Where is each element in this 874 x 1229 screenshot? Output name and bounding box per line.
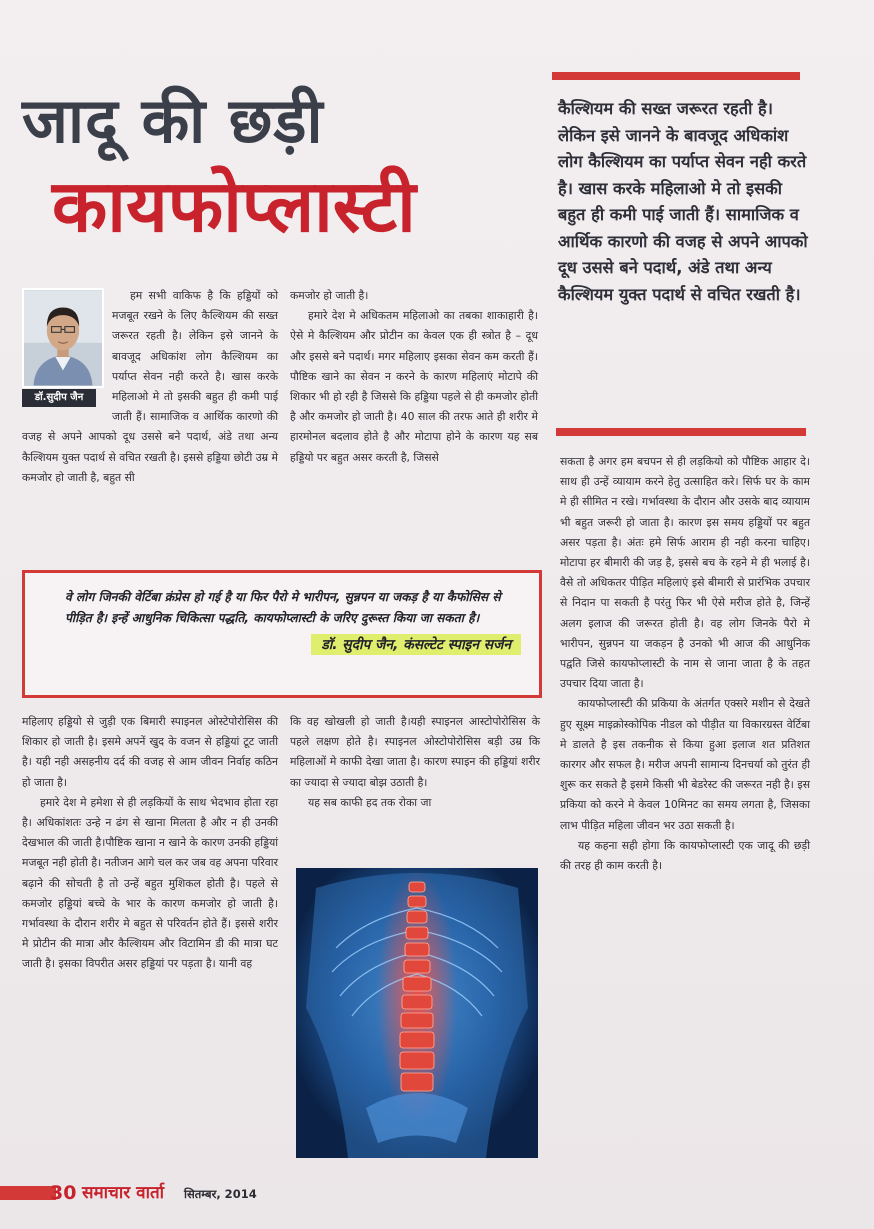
author-caption: डॉ.सुदीप जैन xyxy=(22,389,96,407)
magazine-name: समाचार वार्ता xyxy=(82,1183,165,1203)
issue-date: सितम्बर, 2014 xyxy=(184,1187,257,1201)
article-column-3 xyxy=(560,452,810,1172)
highlight-quote-signature: डॉ. सुदीप जैन, कंसल्टेट स्पाइन सर्जन xyxy=(311,634,521,655)
article-column-1-top xyxy=(22,286,278,558)
article-column-2-bottom xyxy=(290,712,540,862)
article-column-2-top xyxy=(290,286,538,558)
page-number: 30 xyxy=(50,1182,77,1204)
highlight-quote-text: वे लोग जिनकी वेर्टिबा क्रंप्रेस हो गई है या फिर पैरो मे भारीपन, सुन्नपन या जकड़ है या कैफोसिस से पीड़ित है। इन्हें आधुनिक चिकित्सा पद्धति, कायफोप्लास्टी के जरिए दुरूस्त किया जा सकता है। xyxy=(65,590,501,625)
spine-icon xyxy=(296,868,538,1158)
article-column-1-bottom xyxy=(22,712,278,1152)
article-paragraph: यह सब काफी हद तक रोका जा xyxy=(308,795,432,809)
article-paragraph: कायफोप्लास्टी की प्रकिया के अंतर्गत एक्सरे मशीन से देखते हुए सूक्ष्म माइक्रोस्कोपिक नीडल को पीड़ीत या विकारग्रस्त वेर्टिबा मे डालते है इस तकनीक से किया हुआ इलाज शत प्रतिशत कारगर और सफल है। मरीज अपनी सामान्य दिनचर्या को तुरंत ही शुरू कर सकते है इसमे किसी भी बेडरेस्ट की जरूरत नही है। इस प्रकिया को करने मे केवल 10मिनट का समय लगता है, जिसका लाभ पीड़ित महिला जीवन भर उठा सकती है। xyxy=(560,697,810,832)
article-paragraph: कमजोर हो जाती है। xyxy=(290,289,369,302)
article-paragraph: महिलाए हड्डियो से जुड़ी एक बिमारी स्पाइनल ओस्टेपोरोसिस की शिकार हो जाती है। इसमे अपनें खुद के वजन से हड्डियां टूट जाती है। यही नही असहनीय दर्द की वजह से आम जीवन निर्वाह कठिन हो जाता है। xyxy=(22,715,278,789)
highlight-quote-box xyxy=(22,570,542,698)
article-paragraph: हमारे देश मे अधिकतम महिलाओ का तबका शाकाहारी है। ऐसे मे कैल्शियम और प्रोटीन का केवल एक ही स्त्रोत है – दूध और इससे बने पदार्थ। मगर महिलाए इसका सेवन कम करती हैं। पौष्टिक खाने का सेवन न करने के कारण महिलाएं मोटापे की शिकार भी हो रही है जिससे कि हड्डिया पहले से ही कमजोर होती है और कमजोर हो जाती है। 40 साल की तरफ आते ही शरीर मे हारमोनल बदलाव होते है और मोटापा होने के कारण यह सब हड्डियो पर बहुत असर करती है, जिससे xyxy=(290,309,538,464)
spine-illustration xyxy=(296,868,538,1158)
pull-quote-bottom-rule xyxy=(556,428,806,436)
article-paragraph: हम सभी वाकिफ है कि हड्डियों को मजबूत रखने के लिए कैल्शियम की सख्त जरूरत रहती है। लेकिन इसे जानने के बावजूद अधिकांश लोग कैल्शियम का पर्याप्त सेवन नही करते है। खास करके महिलाओ मे तो इसकी बहुत ही कमी पाई जाती हैं। सामाजिक व आर्थिक कारणो की वजह से अपने आपको दूध उससे बने पदार्थ, अंडे तथा अन्य कैल्शियम युक्त पदार्थ से वचित रखती है। इससे हड्डिया छोटी उम्र मे कमजोर हो जाती है, बहुत सी xyxy=(22,289,278,484)
article-paragraph: सकता है अगर हम बचपन से ही लड़कियो को पौष्टिक आहार दे। साथ ही उन्हें व्यायाम करने हेतु उत्साहित करे। सिर्फ घर के काम मे ही सीमित न रखे। गर्भावस्था के दौरान और उसके बाद व्यायाम भी बहुत जरूरी हो जाता है। कारण इस समय हड्डियों पर बहुत असर पड़ता है। अंतः हमे सिर्फ आराम ही नही करना चाहिए। मोटापा हर बीमारी की जड़ है, इससे बच के रहने मे ही भलाई है। वैसे तो अधिकतर पीड़ित महिलाएं इसे बीमारी से प्रारंभिक उपचार से निदान पा सकती है परंतु फिर भी ऐसे मरीज होते है, जिन्हें अलग इलाज की जरूरत होती है। वह लोग जिनके पैरो मे भारीपन, सुन्नपन या जकड़न है उनको भी आज की आधुनिक पद्वति जिसे कायफोप्लास्टी के नाम से जाना जाता है के तहत उपचार दिया जाता है। xyxy=(560,455,810,691)
pull-quote-top-rule xyxy=(552,72,800,80)
pull-quote: कैल्शियम की सख्त जरूरत रहती है। लेकिन इसे जानने के बावजूद अधिकांश लोग कैल्शियम का पर्याप्त सेवन नही करते है। खास करके महिलाओ मे तो इसकी बहुत ही कमी पाई जाती हैं। सामाजिक व आर्थिक कारणो की वजह से अपने आपको दूध उससे बने पदार्थ, अंडे तथा अन्य कैल्शियम युक्त पदार्थ से वचित रखती है। xyxy=(558,99,808,304)
article-paragraph: हमारे देश मे हमेशा से ही लड़कियों के साथ भेदभाव होता रहा है। अधिकांशतः उन्हे न ढंग से खाना मिलता है और न ही उनकी देखभाल की जाती है।पौष्टिक खाना न खाने के कारण उनकी हड्डियां मजबूत नही होती है। नतीजन आगे चल कर जब वह अपना परिवार बढ़ाने की सोचती है तो उन्हें बहुत मुशिकल होती है। पहले से कमजोर हड्डियां बच्चे के भार के कारण कमजोर हो जाती है। गर्भावस्था के दौरान शरीर मे बहुत से परिवर्तन होते हैं। इससे शरीर मे प्रोटीन की मात्रा और कैल्शियम और विटामिन डी की मात्रा घट जाती है। इसका विपरीत असर हड्डियां पर पड़ता है। यानी वह xyxy=(22,795,278,971)
page-footer xyxy=(0,1176,874,1210)
footer-accent-bar xyxy=(0,1186,56,1200)
article-paragraph: यह कहना सही होगा कि कायफोप्लास्टी एक जादू की छड़ी की तरह ही काम करती है। xyxy=(560,838,810,873)
article-paragraph: कि वह खोखली हो जाती है।यही स्पाइनल आस्टोपोरोसिस के पहले लक्षण होते है। स्पाइनल ओस्टोपोरोसिस बड़ी उम्र कि महिलाओं मे काफी देखा जाता है। कारण स्पाइन की हड्डियां शरीर का ज्यादा से ज्यादा बोझ उठाती है। xyxy=(290,715,540,789)
headline-line1: जादू की छड़ी xyxy=(22,84,324,157)
headline-line2: कायफोप्लास्टी xyxy=(52,164,416,248)
